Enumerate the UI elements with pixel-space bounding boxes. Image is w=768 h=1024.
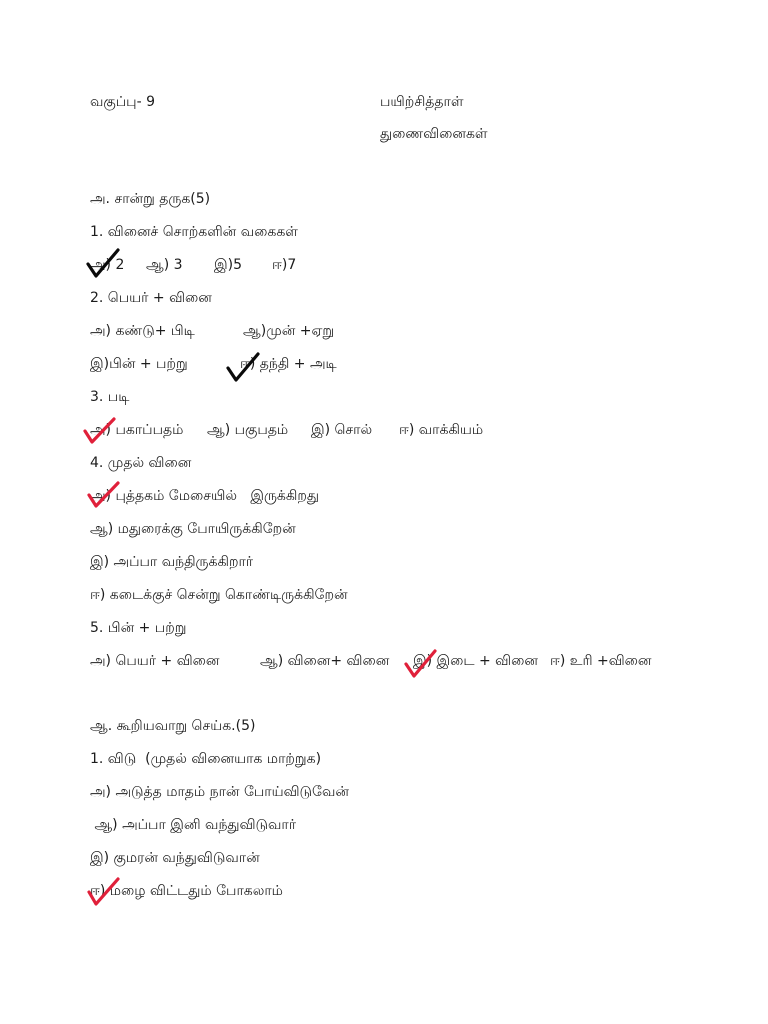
q5-option-a: அ) பெயர் + வினை xyxy=(90,653,220,669)
b-q1-question: 1. விடு (முதல் வினையாக மாற்றுக) xyxy=(90,751,322,767)
q5-question: 5. பின் + பற்று xyxy=(90,620,187,636)
red-check-mark xyxy=(403,648,439,682)
q2-option-a: அ) கண்டு+ பிடி xyxy=(90,323,195,339)
q5-option-d: ஈ) உரி +வினை xyxy=(550,653,652,669)
b-q1-option-d: ஈ) மழை விட்டதும் போகலாம் xyxy=(90,883,283,899)
worksheet-title: பயிற்சித்தாள் xyxy=(380,94,464,110)
q3-option-d: ஈ) வாக்கியம் xyxy=(399,422,484,438)
q4-option-a: அ) புத்தகம் மேசையில் இருக்கிறது xyxy=(90,488,320,504)
q5-option-c: இ) இடை + வினை xyxy=(413,653,538,669)
class-label: வகுப்பு- 9 xyxy=(90,94,156,110)
b-q1-option-b: ஆ) அப்பா இனி வந்துவிடுவார் xyxy=(90,817,297,833)
q1-option-d: ஈ)7 xyxy=(272,257,297,273)
b-q1-option-a: அ) அடுத்த மாதம் நான் போய்விடுவேன் xyxy=(90,784,349,800)
q4-option-d: ஈ) கடைக்குச் சென்று கொண்டிருக்கிறேன் xyxy=(90,587,348,603)
red-check-mark xyxy=(86,876,122,910)
section-b-heading: ஆ. கூறியவாறு செய்க.(5) xyxy=(90,718,256,734)
q4-option-b: ஆ) மதுரைக்கு போயிருக்கிறேன் xyxy=(90,521,296,537)
q2-option-b: ஆ)முன் +ஏறு xyxy=(243,323,335,339)
q1-option-c: இ)5 xyxy=(214,257,242,273)
red-check-mark xyxy=(86,480,122,512)
black-check-mark xyxy=(224,350,264,386)
q2-question: 2. பெயர் + வினை xyxy=(90,290,212,306)
red-check-mark xyxy=(82,416,118,448)
q4-question: 4. முதல் வினை xyxy=(90,455,192,471)
black-check-mark xyxy=(84,246,124,282)
q3-option-b: ஆ) பகுபதம் xyxy=(207,422,289,438)
q3-question: 3. படி xyxy=(90,389,130,405)
q2-option-c: இ)பின் + பற்று xyxy=(90,356,188,372)
b-q1-option-c: இ) குமரன் வந்துவிடுவான் xyxy=(90,850,260,866)
q5-option-b: ஆ) வினை+ வினை xyxy=(260,653,390,669)
q2-option-d: ஈ) தந்தி + அடி xyxy=(240,356,337,372)
q3-option-c: இ) சொல் xyxy=(311,422,373,438)
q1-option-a: அ) 2 xyxy=(90,257,125,273)
section-a-heading: அ. சான்று தருக(5) xyxy=(90,191,211,207)
q1-option-b: ஆ) 3 xyxy=(146,257,183,273)
q4-option-c: இ) அப்பா வந்திருக்கிறார் xyxy=(90,554,254,570)
q1-question: 1. வினைச் சொற்களின் வகைகள் xyxy=(90,224,298,240)
q3-option-a: அ) பகாப்பதம் xyxy=(90,422,184,438)
worksheet-subtitle: துணைவினைகள் xyxy=(380,126,488,142)
